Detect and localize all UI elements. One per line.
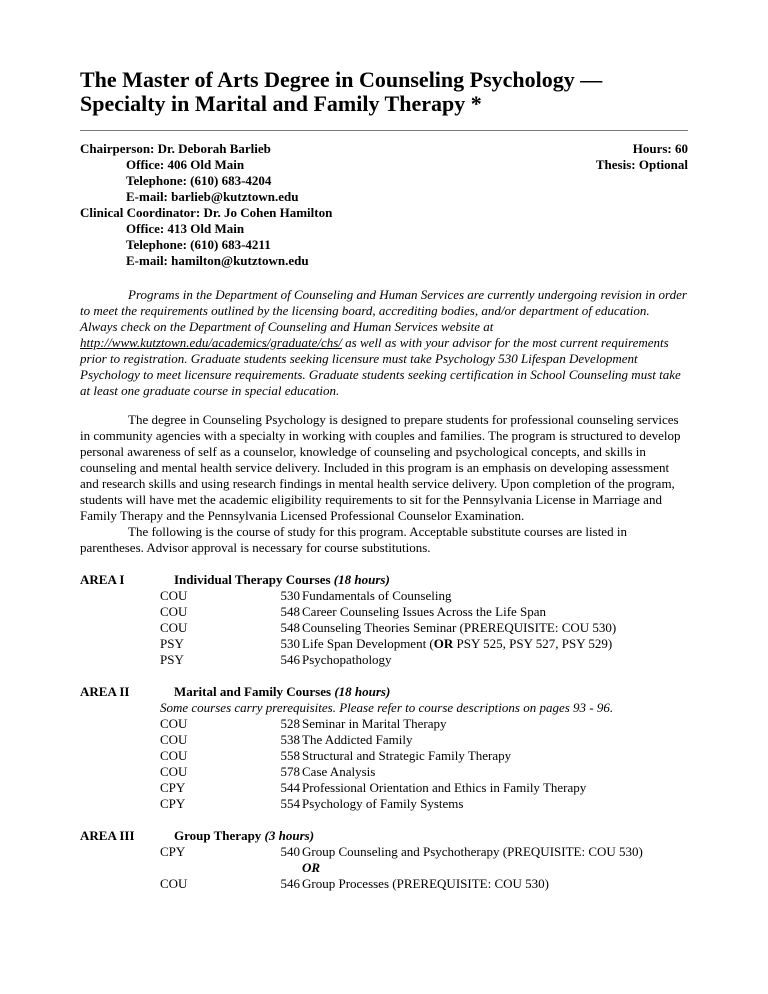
course-title: Career Counseling Issues Across the Life Span [302,604,547,619]
area-2-section [80,684,688,812]
course-row [160,796,688,812]
course-dept: PSY [160,636,184,651]
chairperson: Chairperson: Dr. Deborah Barlieb [80,141,271,156]
course-dept: COU [160,620,188,635]
course-number: 546 [280,876,300,891]
title-line-2: Specialty in Marital and Family Therapy * [80,91,482,116]
area-hours: (18 hours) [333,572,390,587]
course-title: Professional Orientation and Ethics in Family Therapy [302,780,587,795]
course-row [160,636,688,652]
course-dept: COU [160,604,188,619]
course-dept: PSY [160,652,184,667]
course-row [160,844,688,860]
course-number: 538 [280,732,300,747]
course-row [160,716,688,732]
area-title [160,828,688,844]
course-row [160,780,688,796]
notice-text-1: Programs in the Department of Counseling and Human Services are currently undergoing revision in order to meet the requirements outlined by the licensing board, accrediting bodies, and/or department of education. Always check on the Department of Counseling and Human Services website at [80,287,687,334]
course-number: 530 [280,636,300,651]
revision-notice [80,287,688,399]
coord-office: Office: 413 Old Main [126,221,245,236]
course-dept: CPY [160,796,186,811]
course-title: Fundamentals of Counseling [302,588,452,603]
or-label: OR [302,860,321,875]
course-row [160,764,688,780]
area-label: AREA III [80,828,135,843]
course-number: 554 [280,796,300,811]
course-row [160,620,688,636]
course-number: 578 [280,764,300,779]
course-dept: COU [160,716,188,731]
course-title [302,636,612,652]
course-title-part: PSY 525, PSY 527, PSY 529) [453,636,613,651]
area-1-section [80,572,688,668]
area-3-section [80,828,688,892]
course-title: Case Analysis [302,764,376,779]
area-title-text: Individual Therapy Courses [174,572,334,587]
course-title: Structural and Strategic Family Therapy [302,748,512,763]
course-dept: CPY [160,844,186,859]
department-website-link[interactable]: http://www.kutztown.edu/academics/graduate/chs/ [80,335,342,350]
course-title-part: Life Span Development ( [302,636,434,651]
course-row [160,748,688,764]
course-title: Psychopathology [302,652,392,667]
course-number: 540 [280,844,300,859]
area-title [160,572,688,588]
course-number: 548 [280,604,300,619]
course-title: The Addicted Family [302,732,413,747]
course-row [160,588,688,604]
course-study-intro: The following is the course of study for this program. Acceptable substitute courses are listed in parentheses. Advisor approval is necessary for course substitutions. [80,524,627,555]
area-title-text: Marital and Family Courses [174,684,335,699]
course-dept: CPY [160,780,186,795]
course-title: Psychology of Family Systems [302,796,464,811]
notice-text-2: as well as with your advisor for the most current requirements prior to registration. Graduate students seeking licensure must take Psychology 530 Lifespan Development Psychology to meet licensure requirements. Graduate students seeking certification in School Counseling must take at least one graduate course in special education. [80,335,681,398]
course-dept: COU [160,588,188,603]
contact-block [80,141,688,269]
title-line-1: The Master of Arts Degree in Counseling Psychology — [80,67,603,92]
or-separator [160,860,688,876]
course-dept: COU [160,748,188,763]
title-divider [80,130,688,131]
course-number: 546 [280,652,300,667]
course-dept: COU [160,732,188,747]
area-title-text: Group Therapy [174,828,265,843]
course-number: 558 [280,748,300,763]
coord-phone: Telephone: (610) 683-4211 [126,237,271,252]
course-number: 528 [280,716,300,731]
course-row [160,732,688,748]
thesis-option: Thesis: Optional [595,157,688,172]
course-title: Seminar in Marital Therapy [302,716,447,731]
course-row [160,876,688,892]
chair-phone: Telephone: (610) 683-4204 [126,173,272,188]
area-note: Some courses carry prerequisites. Please refer to course descriptions on pages 93 - 96. [160,700,614,715]
course-dept: COU [160,876,188,891]
area-label: AREA I [80,572,125,587]
course-title: Group Processes (PREREQUISITE: COU 530) [302,876,549,891]
course-number: 544 [280,780,300,795]
area-hours: (3 hours) [264,828,315,843]
area-hours: (18 hours) [334,684,391,699]
program-summary [596,141,688,173]
clinical-coordinator: Clinical Coordinator: Dr. Jo Cohen Hamilton [80,205,333,220]
course-title: Group Counseling and Psychotherapy (PREQUISITE: COU 530) [302,844,643,859]
area-label: AREA II [80,684,130,699]
course-row [160,652,688,668]
course-number: 530 [280,588,300,603]
program-description: The degree in Counseling Psychology is designed to prepare students for professional counseling services in community agencies with a specialty in working with couples and families. The program is structured to develop personal awareness of self as a counselor, knowledge of counseling and psychological concepts, and skills in counseling and mental health service delivery. Included in this program is an emphasis on developing assessment and research skills and using research findings in mental health service delivery. Upon completion of the program, students will have met the academic eligibility requirements to sit for the Pennsylvania License in Marriage and Family Therapy and the Pennsylvania Licensed Professional Counselor Examination. [80,412,681,523]
chair-office: Office: 406 Old Main [126,157,245,172]
document-page [80,68,688,892]
course-title-or: OR [433,636,454,651]
chair-email: E-mail: barlieb@kutztown.edu [126,189,299,204]
course-dept: COU [160,764,188,779]
hours-total: Hours: 60 [632,141,688,156]
coord-email: E-mail: hamilton@kutztown.edu [126,253,309,268]
area-title [160,684,688,700]
course-title: Counseling Theories Seminar (PREREQUISITE: COU 530) [302,620,617,635]
page-title [80,68,688,116]
course-number: 548 [280,620,300,635]
course-row [160,604,688,620]
